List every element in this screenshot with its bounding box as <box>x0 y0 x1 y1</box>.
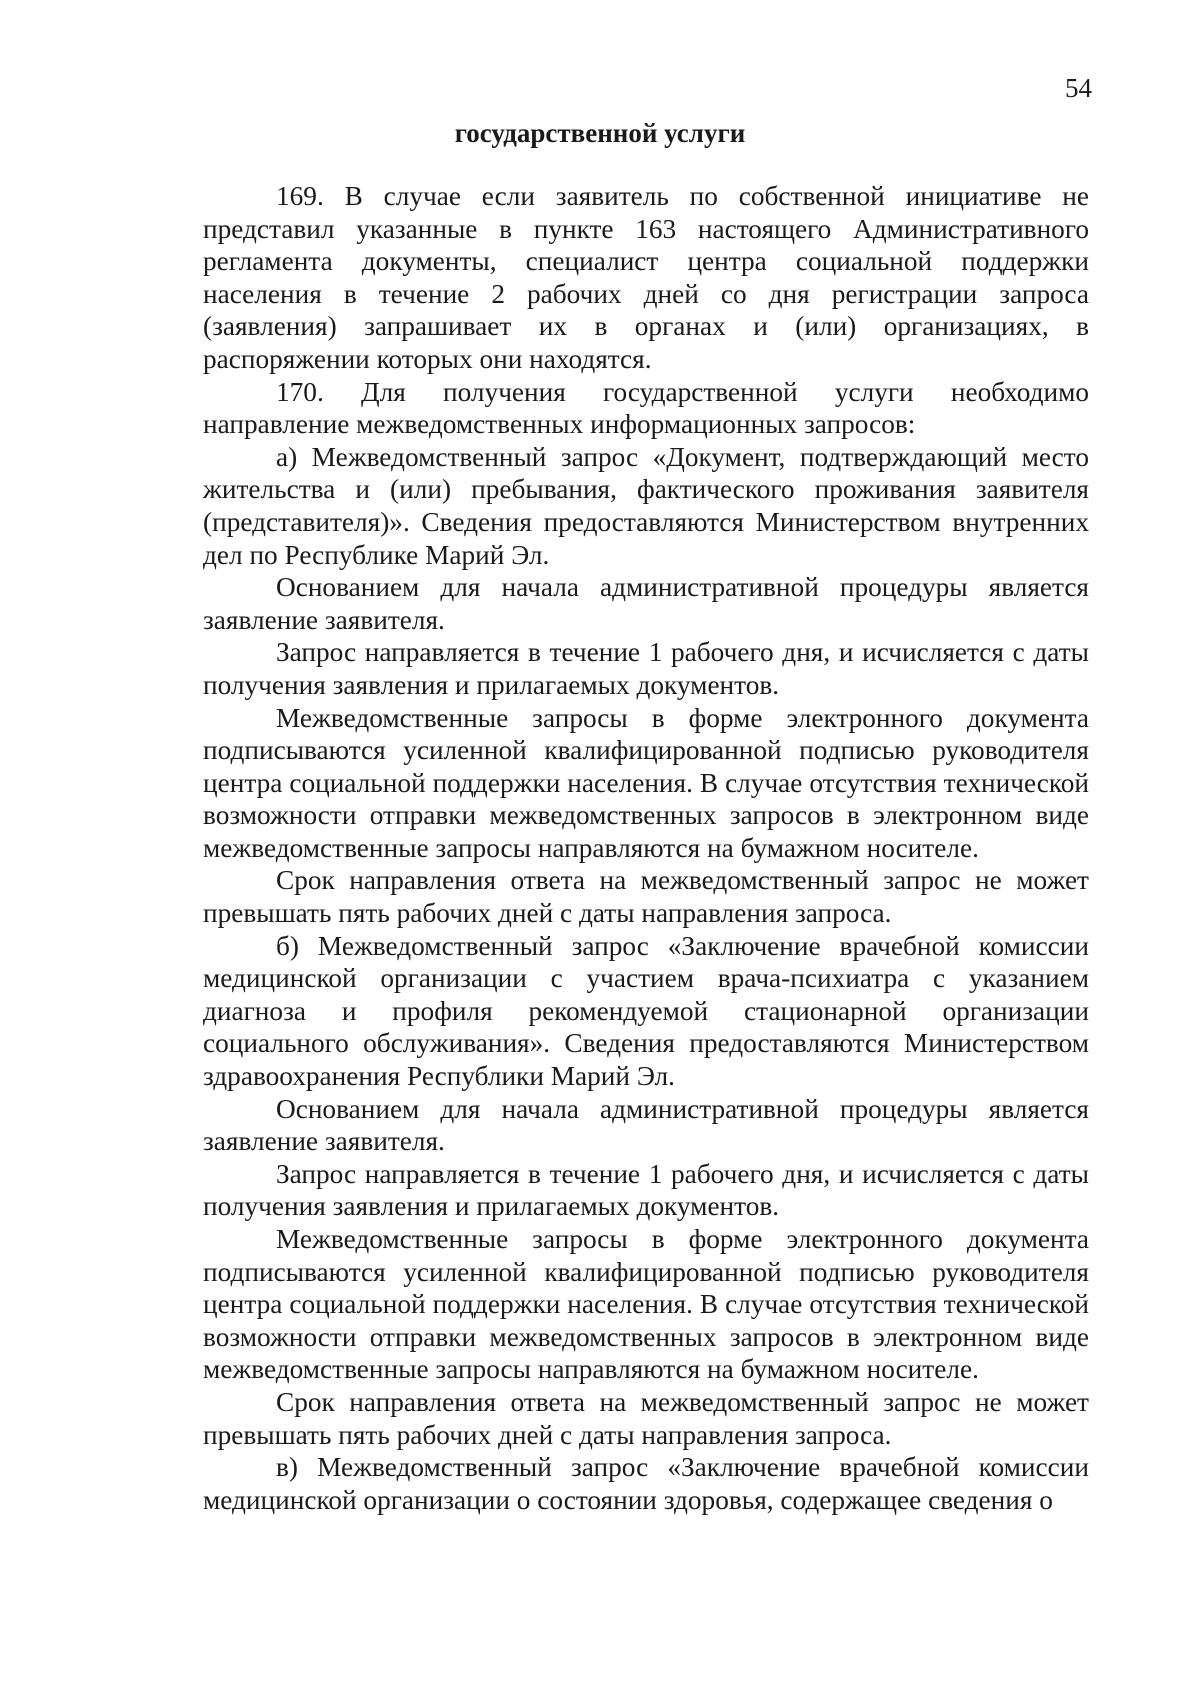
paragraph-request-term-a: Запрос направляется в течение 1 рабочего дня, и исчисляется с даты получения заявления и прилагаемых документов. <box>203 637 1089 700</box>
paragraph-electronic-requests-a: Межведомственные запросы в форме электронного документа подписываются усиленной квалифицированной подписью руководителя центра социальной поддержки населения. В случае отсутствия технической возможности отправки межведомственных запросов в электронном виде межведомственные запросы направляются на бумажном носителе. <box>203 702 1089 863</box>
paragraph-basis-a: Основанием для начала административной процедуры является заявление заявителя. <box>203 572 1089 635</box>
paragraph-170-a: а) Межведомственный запрос «Документ, подтверждающий место жительства и (или) пребывания, фактического проживания заявителя (представителя)». Сведения предоставляются Министерством внутренних дел по Республике Марий Эл. <box>203 441 1089 570</box>
section-title: государственной услуги <box>454 118 746 148</box>
paragraph-170-b: б) Межведомственный запрос «Заключение врачебной комиссии медицинской организации с участием врача-психиатра с указанием диагноза и профиля рекомендуемой стационарной организации социального обслуживания». Сведения предоставляются Министерством здравоохранения Республики Марий Эл. <box>203 930 1089 1092</box>
paragraph-169: 169. В случае если заявитель по собственной инициативе не представил указанные в пункте 163 настоящего Административного регламента документы, специалист центра социальной поддержки населения в течение 2 рабочих дней со дня регистрации запроса (заявления) запрашивает их в органах и (или) организациях, в распоряжении которых они находятся. <box>203 181 1089 374</box>
paragraph-response-term-b: Срок направления ответа на межведомственный запрос не может превышать пять рабочих дней с даты направления запроса. <box>203 1386 1089 1450</box>
paragraph-170-c: в) Межведомственный запрос «Заключение врачебной комиссии медицинской организации о состоянии здоровья, содержащее сведения о <box>203 1452 1089 1515</box>
paragraph-basis-b: Основанием для начала административной процедуры является заявление заявителя. <box>203 1093 1089 1157</box>
document-body <box>203 180 1089 1516</box>
page-number: 54 <box>1065 73 1092 103</box>
paragraph-request-term-b: Запрос направляется в течение 1 рабочего дня, и исчисляется с даты получения заявления и прилагаемых документов. <box>203 1158 1089 1222</box>
paragraph-electronic-requests-b: Межведомственные запросы в форме электронного документа подписываются усиленной квалифицированной подписью руководителя центра социальной поддержки населения. В случае отсутствия технической возможности отправки межведомственных запросов в электронном виде межведомственные запросы направляются на бумажном носителе. <box>203 1224 1089 1385</box>
paragraph-170: 170. Для получения государственной услуги необходимо направление межведомственных информационных запросов: <box>203 376 1089 440</box>
paragraph-response-term-a: Срок направления ответа на межведомственный запрос не может превышать пять рабочих дней с даты направления запроса. <box>203 865 1089 929</box>
